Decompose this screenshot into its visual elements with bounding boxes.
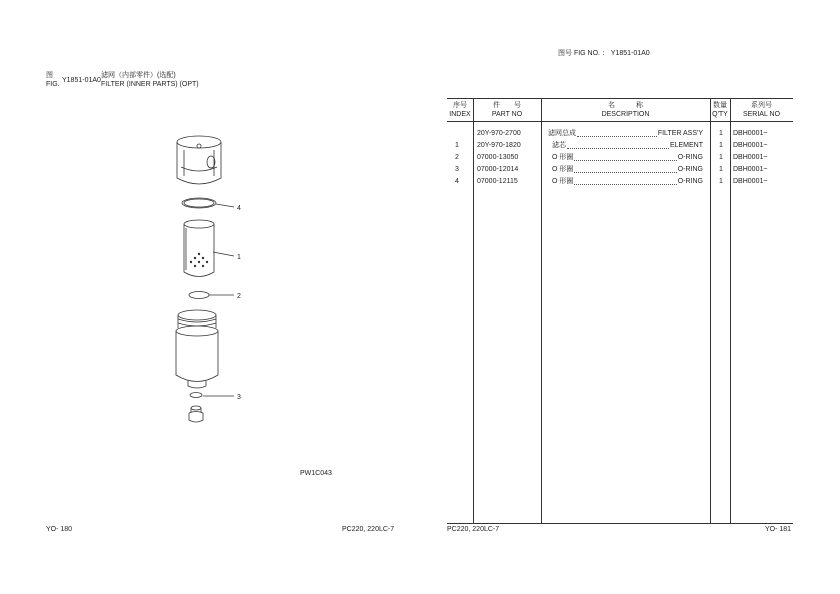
fig-en-label: FIG. (46, 81, 60, 88)
row-index: 3 (455, 166, 459, 173)
row-qty: 1 (719, 178, 723, 185)
header-serial-no: 系列号 SERIAL NO (742, 102, 781, 118)
row-serial: DBH0001~ (733, 166, 768, 173)
left-model: PC220, 220LC-7 (342, 526, 395, 533)
row-description: O 形圈 O-RING (552, 154, 703, 161)
row-part-no: 20Y-970-2700 (477, 130, 521, 137)
drain-plug-part (189, 406, 203, 422)
row-description: O 形圈 O-RING (552, 178, 703, 185)
row-description: 滤网总成 FILTER ASS'Y (548, 130, 703, 137)
callout-3: 3 (237, 394, 241, 401)
row-qty: 1 (719, 142, 723, 149)
header-index: 序号 INDEX (449, 102, 471, 118)
row-index: 2 (455, 154, 459, 161)
callout-4: 4 (237, 205, 241, 212)
row-part-no: 20Y-970-1820 (477, 142, 521, 149)
row-index: 1 (455, 142, 459, 149)
row-serial: DBH0001~ (733, 154, 768, 161)
row-qty: 1 (719, 154, 723, 161)
table-row (447, 176, 793, 188)
row-index: 4 (455, 178, 459, 185)
table-row (447, 128, 793, 140)
row-description: O 形圈 O-RING (552, 166, 703, 173)
fig-number: Y1851-01A0 (62, 77, 101, 84)
right-page-number: YO- 181 (765, 526, 792, 533)
o-ring-3 (190, 393, 202, 398)
drawing-code: PW1C043 (300, 470, 332, 477)
right-model: PC220, 220LC-7 (447, 526, 500, 533)
header-description: 名 称 DESCRIPTION (601, 102, 650, 118)
row-part-no: 07000-12014 (477, 166, 519, 173)
callout-1: 1 (237, 254, 241, 261)
filter-bowl-part (176, 310, 218, 388)
row-serial: DBH0001~ (733, 142, 768, 149)
parts-table (447, 98, 793, 524)
row-qty: 1 (719, 166, 723, 173)
callout-2: 2 (237, 293, 241, 300)
row-qty: 1 (719, 130, 723, 137)
right-fig-no: Y1851-01A0 (610, 50, 650, 57)
table-row (447, 164, 793, 176)
filter-element-part (184, 220, 214, 277)
element-marking (190, 253, 208, 267)
row-serial: DBH0001~ (733, 130, 768, 137)
row-part-no: 07000-13050 (477, 154, 519, 161)
row-description: 滤芯 ELEMENT (552, 142, 703, 149)
row-part-no: 07000-12115 (477, 178, 518, 185)
title-en: FILTER (INNER PARTS) (OPT) (101, 81, 199, 88)
left-page-number: YO- 180 (46, 526, 73, 533)
header-part-no: 件 号 PART NO (491, 102, 523, 118)
o-ring-4 (182, 198, 216, 208)
o-ring-2 (189, 292, 209, 299)
table-row (447, 152, 793, 164)
header-qty: 数量 Q'TY (712, 102, 728, 118)
title-cn: 滤网（内部零件）(选配) (101, 72, 176, 79)
fig-cn-label: 图 (46, 72, 53, 79)
table-row (447, 140, 793, 152)
right-fig-label: 图号 FIG NO. ： (558, 50, 609, 57)
row-serial: DBH0001~ (733, 178, 768, 185)
filter-head-part (177, 136, 221, 184)
